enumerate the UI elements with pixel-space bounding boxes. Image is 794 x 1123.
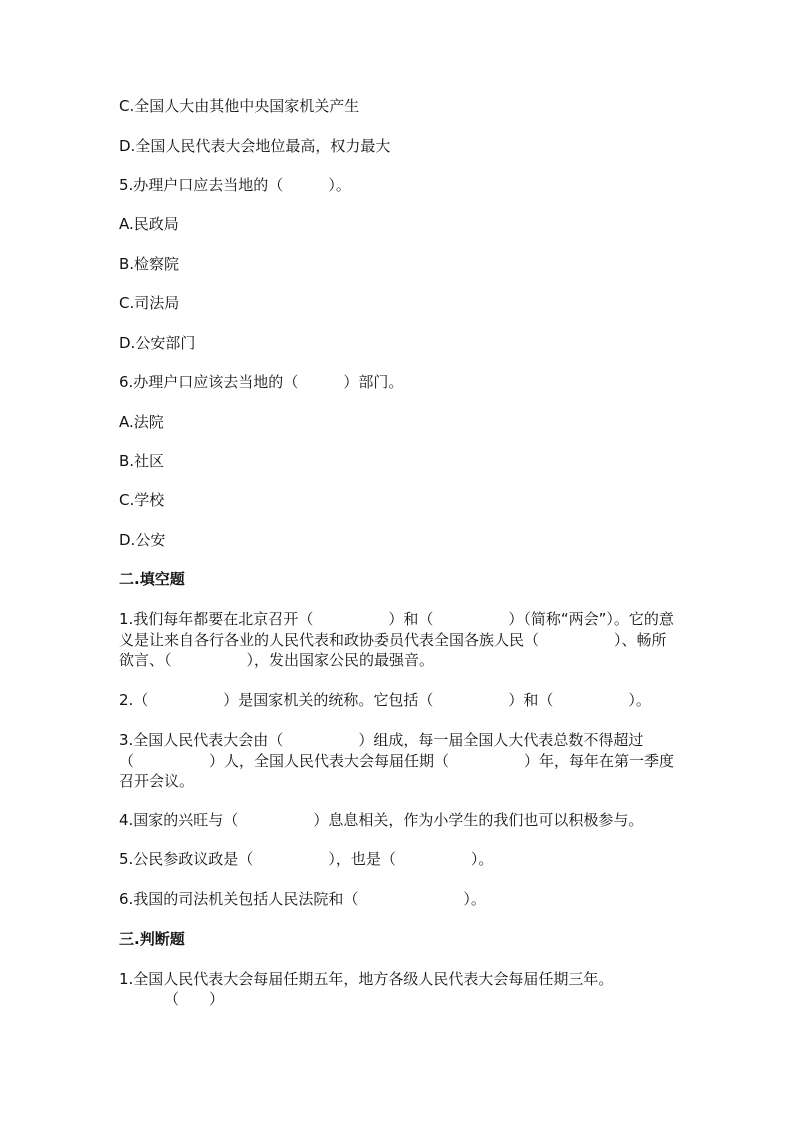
option-c-text: C.全国人大由其他中央国家机关产生 <box>119 97 360 115</box>
question-5-text: 5.办理户口应去当地的（ ）。 <box>119 176 351 194</box>
judge-answer-blank: （ ） <box>164 990 225 1008</box>
fill-question-1: 1.我们每年都要在北京召开（ ）和（ ）（简称“两会”）。它的意义是让来自各行各业的人民代表和政协委员代表全国各族人民（ ）、畅所欲言、（ ），发出国家公民的最强音。 <box>119 610 674 669</box>
fill-question-6: 6.我国的司法机关包括人民法院和（ ）。 <box>119 890 486 908</box>
fill-question-4: 4.国家的兴旺与（ ）息息相关，作为小学生的我们也可以积极参与。 <box>119 811 644 829</box>
fill-question-5: 5.公民参政议政是（ ），也是（ ）。 <box>119 850 494 868</box>
option-d-text: D.全国人民代表大会地位最高，权力最大 <box>119 137 391 155</box>
option-b-text: B.社区 <box>119 452 165 470</box>
option-b-text: B.检察院 <box>119 255 180 273</box>
option-d-text: D.公安部门 <box>119 334 196 352</box>
option-c-text: C.司法局 <box>119 294 180 312</box>
question-6-text: 6.办理户口应该去当地的（ ）部门。 <box>119 373 404 391</box>
judge-question-1: 1.全国人民代表大会每届任期五年，地方各级人民代表大会每届任期三年。 <box>119 970 614 988</box>
option-a-text: A.法院 <box>119 413 164 431</box>
section-heading-fill-in: 二.填空题 <box>119 570 185 588</box>
section-heading-true-false: 三.判断题 <box>119 930 185 948</box>
fill-question-3: 3.全国人民代表大会由（ ）组成，每一届全国人大代表总数不得超过（ ）人，全国人民代表大会每届任期（ ）年，每年在第一季度召开会议。 <box>119 731 675 790</box>
fill-question-2: 2.（ ）是国家机关的统称。它包括（ ）和（ ）。 <box>119 691 651 709</box>
option-d-text: D.公安 <box>119 531 166 549</box>
option-c-text: C.学校 <box>119 491 165 509</box>
option-a-text: A.民政局 <box>119 215 179 233</box>
